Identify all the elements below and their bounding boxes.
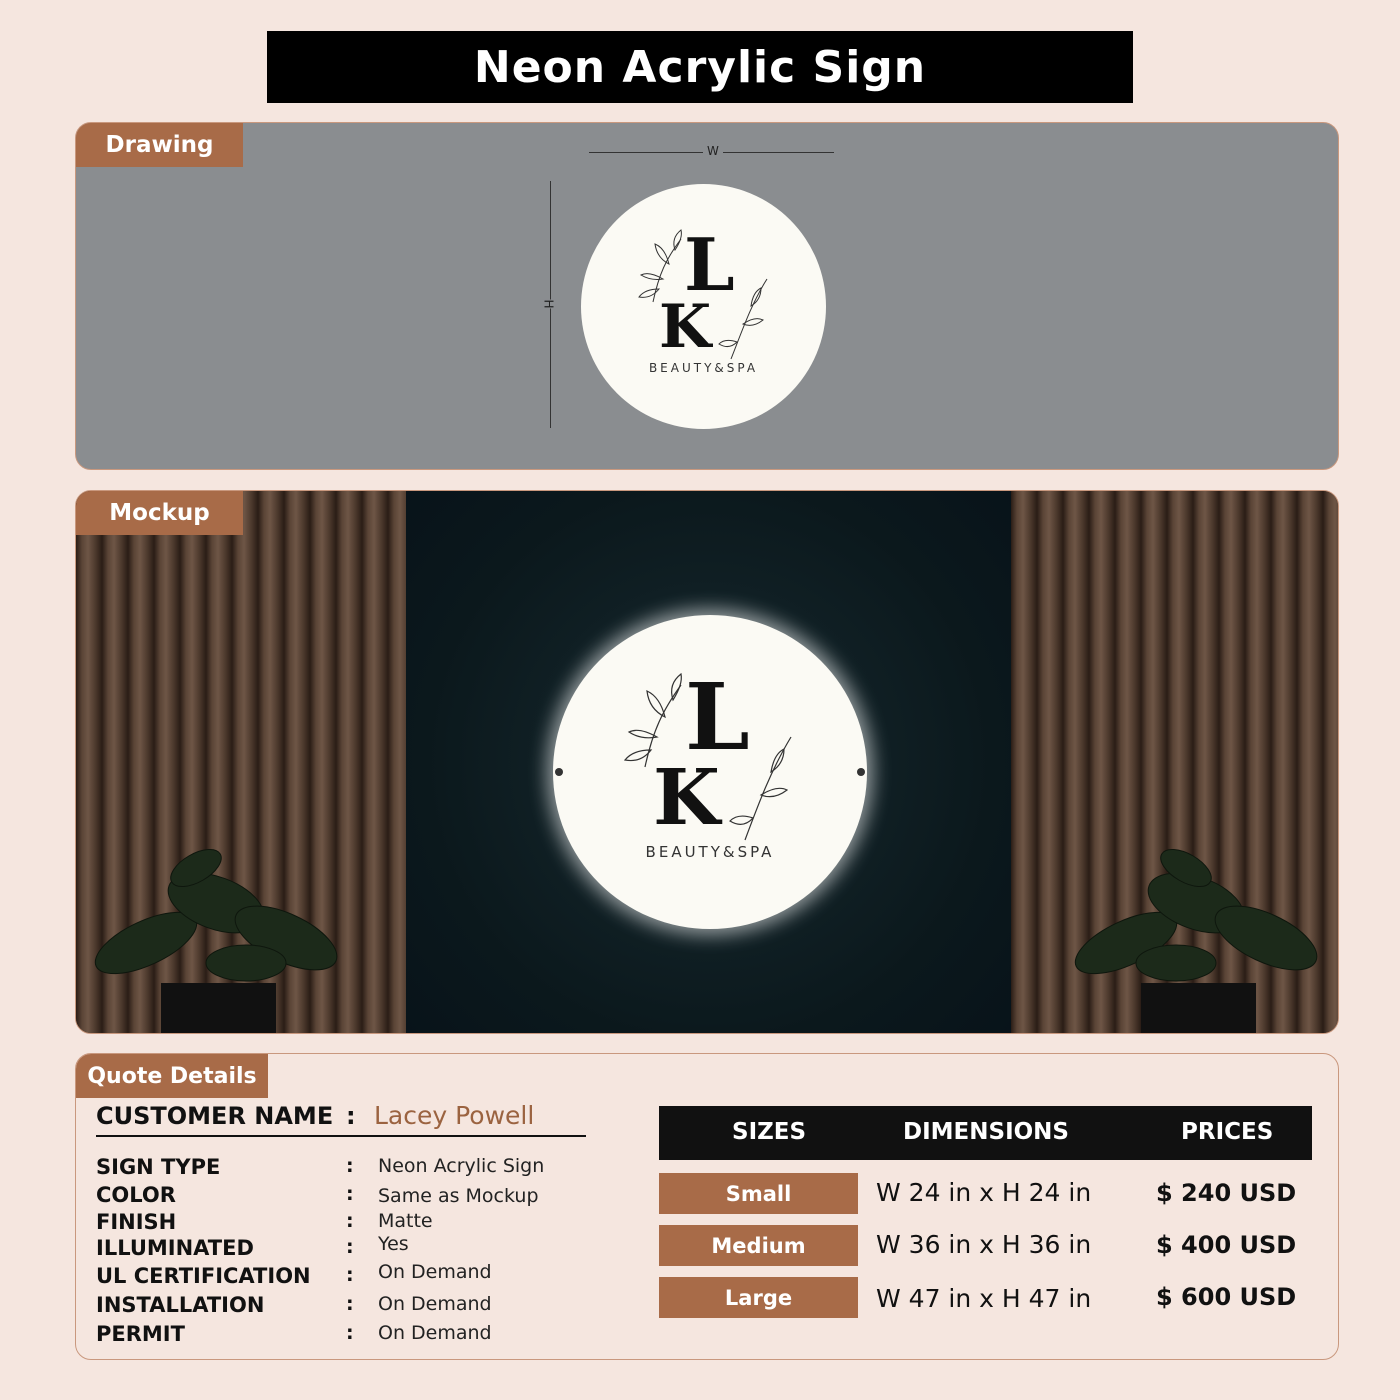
plant-left-icon [86,843,356,1033]
spec-colon: : [346,1293,354,1315]
spec-colon: : [346,1322,354,1344]
customer-name-underline [96,1135,586,1137]
spec-value: On Demand [378,1261,492,1283]
spec-value: Yes [378,1233,409,1255]
spec-colon: : [346,1264,354,1286]
sign-mockup [553,615,867,929]
mockup-tab: Mockup [76,491,243,535]
price-cell: $ 400 USD [1156,1231,1297,1259]
header-dimensions: DIMENSIONS [903,1119,1069,1145]
price-table-header [659,1106,1312,1160]
size-small-button[interactable]: Small [659,1173,858,1214]
header-sizes: SIZES [732,1119,807,1145]
customer-name-label: CUSTOMER NAME [96,1102,334,1130]
page-title: Neon Acrylic Sign [473,41,927,93]
header-prices: PRICES [1181,1119,1274,1145]
size-large-button[interactable]: Large [659,1277,858,1318]
spec-row [96,1155,636,1183]
drawing-tab: Drawing [76,123,243,167]
quote-panel [75,1053,1339,1360]
sign-drawing [581,184,826,429]
spec-colon: : [346,1236,354,1258]
logo [581,184,826,429]
spec-key: UL CERTIFICATION [96,1264,311,1288]
spec-key: COLOR [96,1183,176,1207]
logo-letter-l: L [685,663,750,771]
logo-letter-k: K [653,753,720,843]
title-bar [267,31,1133,103]
width-dimension-label: W [703,144,723,158]
logo-letter-k: K [659,292,712,362]
dimensions-cell: W 24 in x H 24 in [876,1178,1092,1207]
customer-name-colon: : [346,1102,356,1130]
dimensions-cell: W 47 in x H 47 in [876,1284,1092,1313]
price-cell: $ 240 USD [1156,1179,1297,1207]
logo-subtitle: BEAUTY&SPA [648,361,759,375]
spec-row [96,1210,636,1238]
price-cell: $ 600 USD [1156,1283,1297,1311]
logo-letter-l: L [684,222,735,307]
spec-colon: : [346,1210,354,1232]
spec-row [96,1322,636,1350]
spec-key: FINISH [96,1210,177,1234]
spec-colon: : [346,1155,354,1177]
height-dimension-label: H [541,299,556,309]
size-medium-button[interactable]: Medium [659,1225,858,1266]
spec-value: Neon Acrylic Sign [378,1155,545,1177]
logo-subtitle: BEAUTY&SPA [645,843,775,861]
spec-value: On Demand [378,1322,492,1344]
spec-colon: : [346,1183,354,1205]
plant-right-icon [1066,843,1336,1033]
customer-name-value: Lacey Powell [374,1101,535,1130]
spec-key: SIGN TYPE [96,1155,221,1179]
spec-row [96,1183,636,1211]
spec-row [96,1261,636,1292]
spec-key: INSTALLATION [96,1293,265,1317]
spec-key: PERMIT [96,1322,185,1346]
spec-row [96,1233,636,1264]
spec-value: Same as Mockup [378,1185,539,1207]
quote-tab: Quote Details [76,1054,268,1098]
dimensions-cell: W 36 in x H 36 in [876,1230,1092,1259]
spec-value: Matte [378,1210,433,1232]
drawing-panel [75,122,1339,470]
spec-row [96,1293,636,1321]
logo [553,615,867,929]
spec-key: ILLUMINATED [96,1236,254,1260]
spec-value: On Demand [378,1293,492,1315]
mockup-panel [75,490,1339,1034]
